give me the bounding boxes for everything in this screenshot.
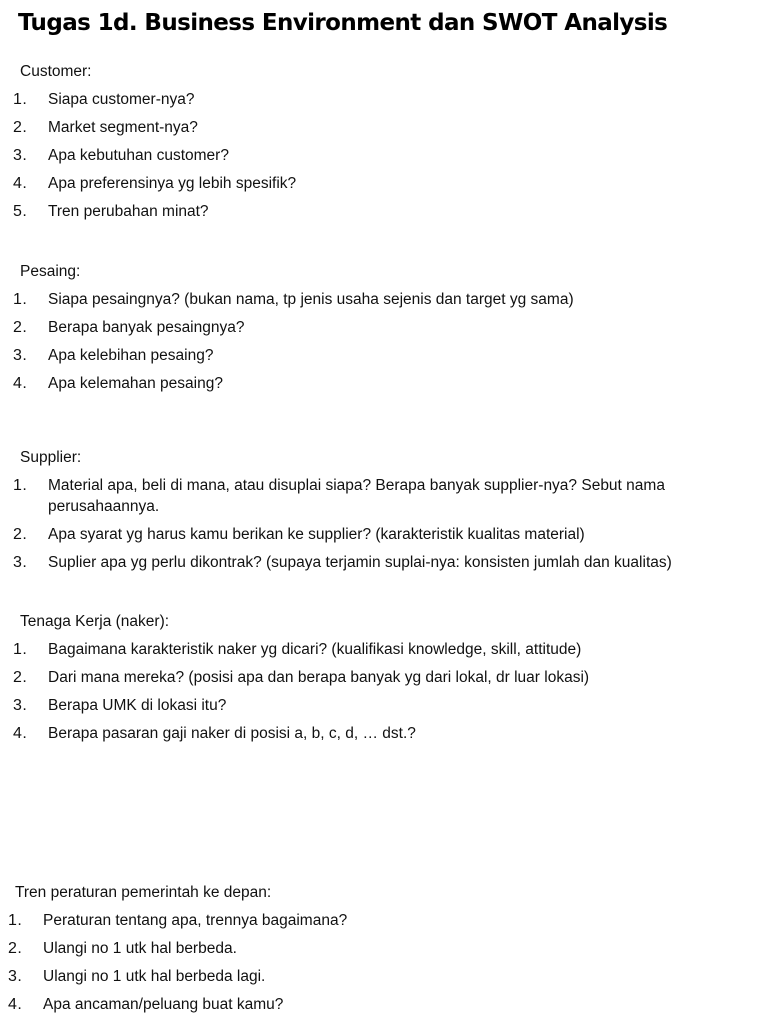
- list-number: 3.: [8, 968, 23, 985]
- section-heading-customer: Customer:: [20, 63, 92, 80]
- list-number: 3.: [13, 147, 28, 164]
- list-item-text: Apa ancaman/peluang buat kamu?: [43, 996, 284, 1013]
- section-heading-pesaing: Pesaing:: [20, 263, 81, 280]
- list-item-text: Berapa banyak pesaingnya?: [48, 319, 245, 336]
- list-item-text: Apa kelebihan pesaing?: [48, 347, 214, 364]
- section-pesaing: [0, 258, 768, 398]
- list-number: 2.: [13, 669, 28, 686]
- list-item-text: Material apa, beli di mana, atau disuplai siapa? Berapa banyak supplier-nya? Sebut nama perusahaannya.: [48, 477, 665, 515]
- list-number: 3.: [13, 554, 28, 571]
- pesaing-question-list: [0, 286, 768, 398]
- list-item-text: Siapa pesaingnya? (bukan nama, tp jenis usaha sejenis dan target yg sama): [48, 291, 574, 308]
- section-supplier: [0, 444, 768, 577]
- list-item-text: Apa preferensinya yg lebih spesifik?: [48, 175, 297, 192]
- list-number: 1.: [13, 291, 28, 308]
- tenaga-kerja-question-list: [0, 636, 768, 748]
- list-number: 2.: [8, 940, 23, 957]
- list-item-text: Apa kebutuhan customer?: [48, 147, 229, 164]
- list-item: [0, 170, 768, 198]
- list-item-text: Market segment-nya?: [48, 119, 198, 136]
- list-item-text: Berapa pasaran gaji naker di posisi a, b, c, d, … dst.?: [48, 725, 416, 742]
- list-number: 1.: [13, 91, 28, 108]
- list-number: 2.: [13, 319, 28, 336]
- list-number: 5.: [13, 203, 28, 220]
- list-item-text: Tren perubahan minat?: [48, 203, 209, 220]
- list-number: 1.: [8, 912, 23, 929]
- section-heading-tren-peraturan: Tren peraturan pemerintah ke depan:: [15, 884, 272, 901]
- list-item: [0, 314, 768, 342]
- list-number: 4.: [13, 725, 28, 742]
- list-item: [0, 907, 768, 935]
- tren-peraturan-question-list: [0, 907, 768, 1019]
- customer-question-list: [0, 86, 768, 226]
- list-number: 4.: [8, 996, 23, 1013]
- list-item-text: Dari mana mereka? (posisi apa dan berapa banyak yg dari lokal, dr luar lokasi): [48, 669, 590, 686]
- list-item: [0, 86, 768, 114]
- list-item: [0, 636, 768, 664]
- list-number: 3.: [13, 697, 28, 714]
- list-number: 4.: [13, 375, 28, 392]
- list-item: [0, 692, 768, 720]
- list-item: [0, 142, 768, 170]
- list-item-text: Ulangi no 1 utk hal berbeda lagi.: [43, 968, 266, 985]
- list-item-text: Apa kelemahan pesaing?: [48, 375, 223, 392]
- list-number: 4.: [13, 175, 28, 192]
- list-item-text: Bagaimana karakteristik naker yg dicari? (kualifikasi knowledge, skill, attitude): [48, 641, 582, 658]
- list-item: [0, 370, 768, 398]
- list-number: 1.: [13, 477, 28, 494]
- list-item: [0, 720, 768, 748]
- list-item: [0, 472, 768, 521]
- list-item-text: Apa syarat yg harus kamu berikan ke supplier? (karakteristik kualitas material): [48, 526, 585, 543]
- list-number: 1.: [13, 641, 28, 658]
- section-customer: [0, 58, 768, 226]
- section-tren-peraturan: [0, 879, 768, 1019]
- list-item: [0, 664, 768, 692]
- list-item-text: Ulangi no 1 utk hal berbeda.: [43, 940, 237, 957]
- list-number: 2.: [13, 526, 28, 543]
- supplier-question-list: [0, 472, 768, 577]
- list-item-text: Berapa UMK di lokasi itu?: [48, 697, 227, 714]
- list-item-text: Peraturan tentang apa, trennya bagaimana?: [43, 912, 348, 929]
- section-heading-tenaga-kerja: Tenaga Kerja (naker):: [20, 613, 170, 630]
- list-item-text: Suplier apa yg perlu dikontrak? (supaya terjamin suplai-nya: konsisten jumlah dan kualitas): [48, 554, 672, 571]
- list-item: [0, 114, 768, 142]
- list-item: [0, 549, 768, 577]
- list-item: [0, 935, 768, 963]
- list-item: [0, 521, 768, 549]
- list-number: 3.: [13, 347, 28, 364]
- section-heading-supplier: Supplier:: [20, 449, 82, 466]
- list-item: [0, 963, 768, 991]
- list-item-text: Siapa customer-nya?: [48, 91, 195, 108]
- list-item: [0, 198, 768, 226]
- section-tenaga-kerja: [0, 608, 768, 748]
- page-title: Tugas 1d. Business Environment dan SWOT Analysis: [18, 10, 668, 36]
- list-item: [0, 286, 768, 314]
- list-item: [0, 991, 768, 1019]
- list-number: 2.: [13, 119, 28, 136]
- list-item: [0, 342, 768, 370]
